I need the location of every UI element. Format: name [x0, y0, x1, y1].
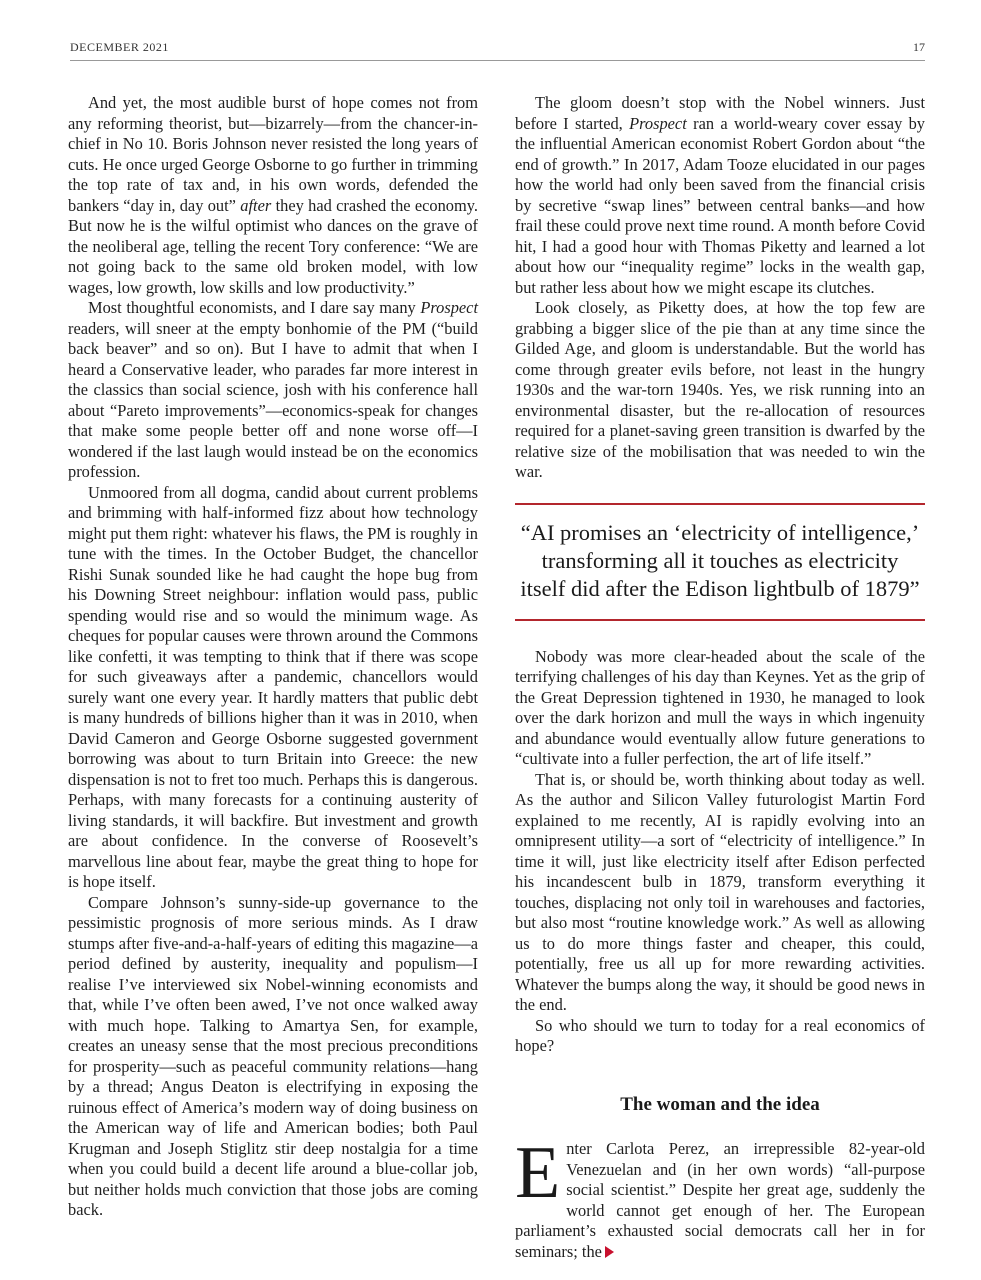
right-column: [515, 93, 925, 1262]
left-paragraph-2: Most thoughtful economists, and I dare say many Prospect readers, will sneer at the empty bonhomie of the PM (“build back beaver” and so on). But I have to admit that when I heard a Conservative leader, who parades far more interest in the classics than social science, josh with his conference hall about “Pareto improvements”—economics-speak for changes that make some people better off and none worse off—I wondered if the last laugh would instead be on the economics profession.: [68, 298, 478, 481]
section-subheading: The woman and the idea: [620, 1093, 820, 1115]
right-paragraph-1: The gloom doesn’t stop with the Nobel winners. Just before I started, Prospect ran a world-weary cover essay by the influential American economist Robert Gordon about “the end of growth.” In 2017, Adam Tooze elucidated in our pages how the world had only been saved from the financial crisis by secretive “swap lines” between central banks—and how frail these could prove next time round. A month before Covid hit, I had a good hour with Thomas Piketty and learned a lot about how our “inequality regime” locks in the wealth gap, but rather less about how we might escape its clutches.: [515, 93, 925, 297]
right-paragraph-4: That is, or should be, worth thinking about today as well. As the author and Silicon Valley futurologist Martin Ford explained to me recently, AI is rapidly evolving into an omnipresent utility—a sort of “electricity of intelligence.” In time it will, just like electricity itself after Edison perfected his incandescent bulb in 1879, transform everything it touches, displacing not only toil in warehouses and factories, but also most “routine knowledge work.” As well as allowing us to do more things faster and cheaper, this could, potentially, free us all up for more rewarding activities. Whatever the bumps along the way, it should be good news in the end.: [515, 769, 925, 1014]
drop-cap: E: [515, 1132, 561, 1214]
pull-quote-bottom-rule: [515, 619, 925, 621]
pull-quote: [515, 503, 925, 621]
right-paragraph-3: Nobody was more clear-headed about the scale of the terrifying challenges of his day than Keynes. Yet as the grip of the Great Depression tightened in 1930, he managed to look over the dark horizon and mull the ways in which ingenuity and abundance would eventually allow future generations to “cultivate into a fuller perfection, the art of life itself.”: [515, 646, 925, 768]
page-number: 17: [913, 40, 925, 54]
left-paragraph-3: Unmoored from all dogma, candid about current problems and brimming with half-informed fizz about how technology might put them right: whatever his flaws, the PM is roughly in tune with the times. In the October Budget, the chancellor Rishi Sunak sounded like he had caught the hope bug from his Downing Street neighbour: inflation would pass, public spending would rise and so would the minimum wage. As cheques for popular causes were thrown around the Commons like confetti, it was tempting to think that if there was scope for such giveaways after a pandemic, chancellors would surely want one every year. It hardly matters that public debt is many hundreds of billions higher than it was in 2010, when David Cameron and George Osborne suggested government borrowing was about to turn Britain into Greece: the new dispensation is not to fret too much. Perhaps this is dangerous. Perhaps, with many forecasts for a continuing austerity of living standards, it will backfire. But investment and growth are about confidence. In the converse of Roosevelt’s marvellous line about fear, maybe the great thing to hope for is hope itself.: [68, 482, 478, 891]
header-divider: [70, 60, 925, 61]
right-paragraph-5: So who should we turn to today for a real economics of hope?: [515, 1015, 925, 1055]
magazine-name: Prospect: [420, 298, 478, 317]
pull-quote-text: “AI promises an ‘electricity of intelligence,’ transforming all it touches as electricity itself did after the Edison lightbulb of 1879”: [520, 519, 920, 601]
left-column: [68, 93, 478, 1221]
magazine-name: Prospect: [629, 113, 687, 133]
continue-arrow-icon: [605, 1246, 614, 1258]
left-paragraph-1: And yet, the most audible burst of hope comes not from any reforming theorist, but—bizarrely—from the chancer-in-chief in No 10. Boris Johnson never resisted the long years of cuts. He once urged George Osborne to go further in trimming the top rate of tax and, in his own words, defended the bankers “day in, day out” after they had crashed the economy. But now he is the wilful optimist who dances on the grave of the neoliberal age, telling the recent Tory conference: “We are not going back to the same old broken model, with low wages, low growth, low skills and low productivity.”: [68, 93, 478, 297]
issue-date: DECEMBER 2021: [70, 40, 169, 54]
left-paragraph-4: Compare Johnson’s sunny-side-up governance to the pessimistic prognosis of more serious minds. As I draw stumps after five-and-a-half-years of editing this magazine—a period defined by austerity, inequality and populism—I realise I’ve interviewed six Nobel-winning economists and that, while I’ve often been awed, I’ve not once walked away with much hope. Talking to Amartya Sen, for example, creates an uneasy sense that the most precious preconditions for prosperity—such as peaceful community relations—hang by a thread; Angus Deaton is electrifying in exposing the ruinous effect of America’s modern way of doing business on the American way of life and American bodies; both Paul Krugman and Joseph Stiglitz stir deep nostalgia for a time when you could build a decent life around a blue-collar job, but neither holds much conviction that those jobs are coming back.: [68, 892, 478, 1219]
page-header: [70, 40, 925, 58]
right-paragraph-6: Enter Carlota Perez, an irrepressible 82-year-old Venezuelan and (in her own words) “all-purpose social scientist.” Despite her great age, suddenly the world cannot get enough of her. The European parliament’s exhausted social democrats call her in for seminars; the: [515, 1132, 925, 1261]
emphasis-after: after: [240, 195, 272, 215]
right-paragraph-2: Look closely, as Piketty does, at how the top few are grabbing a bigger slice of the pie than at any time since the Gilded Age, and gloom is understandable. But the world has come through greater evils before, not least in the hungry 1930s and the war-torn 1940s. Yes, we risk running into an environmental disaster, but the re-allocation of resources required for a planet-saving green transition is dwarfed by the relative size of the mobilisation that was needed to win the war.: [515, 298, 925, 481]
